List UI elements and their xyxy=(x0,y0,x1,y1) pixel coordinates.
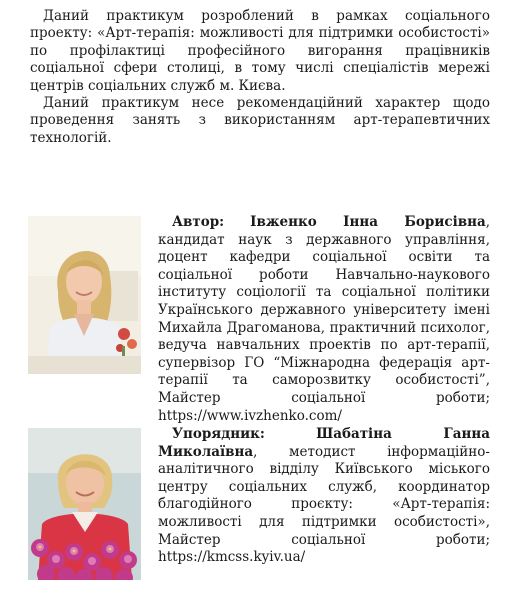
intro-paragraph-1: Даний практикум розроблений в рамках соціального проекту: «Арт-терапія: можливості для підтримки особистості» по профілактиці професійного вигорання працівників соціальної сфери столиці, в тому числі спеціалістів мережі центрів соціальних служб м. Києва. xyxy=(30,8,490,94)
compiler-bio xyxy=(158,426,490,567)
compiler-name: Шабатіна Ганна Миколаївна xyxy=(158,426,490,460)
intro-text xyxy=(30,8,490,147)
author-bio xyxy=(158,214,490,425)
author-name: Івженко Інна Борисівна xyxy=(250,214,486,230)
compiler-photo xyxy=(28,428,141,580)
intro-paragraph-2: Даний практикум несе рекомендаційний характер щодо проведення занять з використанням арт-терапевтичних технологій. xyxy=(30,95,490,146)
compiler-role-label: Упорядник: xyxy=(172,426,265,442)
compiler-description: , методист інформаційно-аналітичного відділу Київського міського центру соціальних служб, координатор благодійного проєкту: «Арт-терапія: можливості для підтримки особистості», Майстер соціальної роботи; https://kmcss.kyiv.ua/ xyxy=(158,443,490,566)
author-photo xyxy=(28,216,141,374)
author-description: , кандидат наук з державного управління, доцент кафедри соціальної освіти та соціальної роботи Навчально-наукового інституту соціології та соціальної політики Українського державного університету імені Михайла Драгоманова, практичний психолог, ведуча навчальних проектів по арт-терапії, супервізор ГО “Міжнародна федерація арт-терапії та саморозвитку особистості”, Майстер соціальної роботи; https://www.ivzhenko.com/ xyxy=(158,214,490,424)
author-role-label: Автор: xyxy=(172,214,225,230)
